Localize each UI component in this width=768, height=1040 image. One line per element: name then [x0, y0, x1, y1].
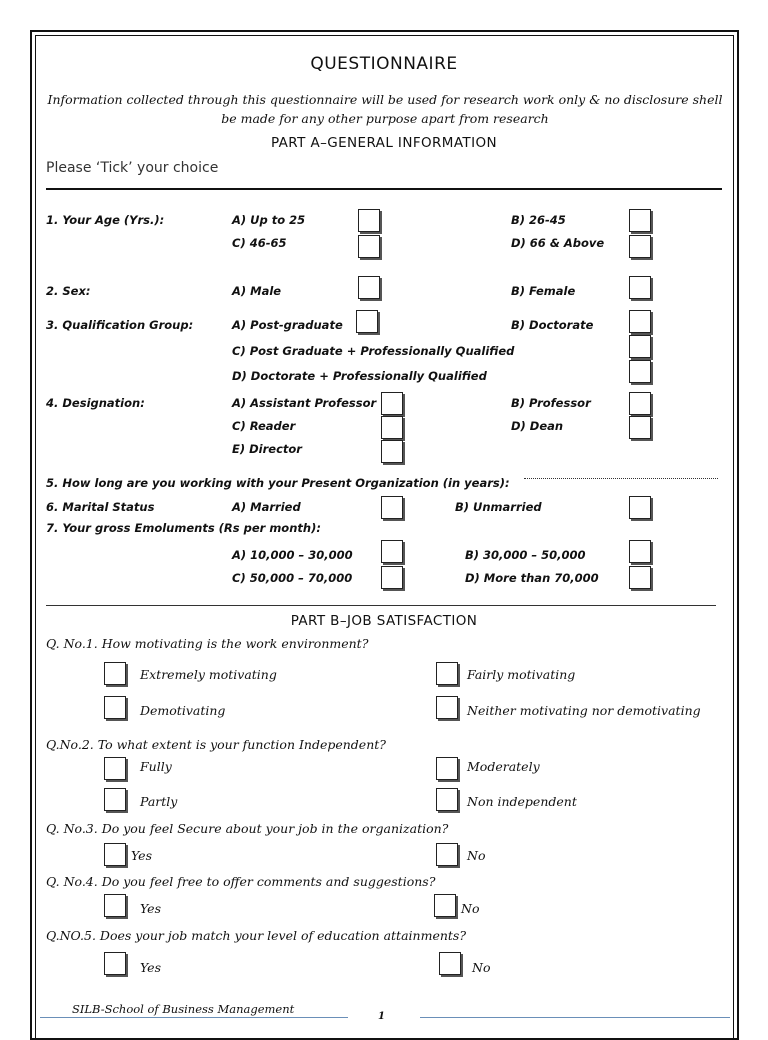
- q1-checkbox-c[interactable]: [358, 235, 380, 258]
- pb-q5-option-yes: Yes: [140, 960, 161, 975]
- q3-checkbox-b[interactable]: [629, 310, 651, 333]
- q7-label: 7. Your gross Emoluments (Rs per month):: [46, 521, 321, 535]
- pb-q4-question: Q. No.4. Do you feel free to offer comments and suggestions?: [46, 874, 436, 889]
- q1-option-c: C) 46-65: [232, 236, 287, 250]
- pb-q2-question: Q.No.2. To what extent is your function Independent?: [46, 737, 386, 752]
- q3-option-b: B) Doctorate: [511, 318, 594, 332]
- pb-q3-option-no: No: [467, 848, 486, 863]
- q7-option-b: B) 30,000 – 50,000: [465, 548, 586, 562]
- pb-q5-checkbox-yes[interactable]: [104, 952, 126, 975]
- q7-checkbox-b[interactable]: [629, 540, 651, 563]
- q7-option-a: A) 10,000 – 30,000: [232, 548, 353, 562]
- q1-checkbox-b[interactable]: [629, 209, 651, 232]
- q1-checkbox-d[interactable]: [629, 235, 651, 258]
- pb-q4-checkbox-no[interactable]: [434, 894, 456, 917]
- pb-q5-option-no: No: [472, 960, 491, 975]
- pb-q3-option-yes: Yes: [131, 848, 152, 863]
- q4-option-e: E) Director: [232, 442, 302, 456]
- pb-q5-checkbox-no[interactable]: [439, 952, 461, 975]
- instruction-text: Please ‘Tick’ your choice: [46, 160, 219, 176]
- pb-q2-option-1: Fully: [140, 759, 172, 774]
- pb-q1-option-3: Demotivating: [140, 703, 226, 718]
- part-a-heading: PART A–GENERAL INFORMATION: [271, 135, 497, 151]
- q6-checkbox-a[interactable]: [381, 496, 403, 519]
- pb-q2-option-4: Non independent: [467, 794, 577, 809]
- pb-q3-checkbox-no[interactable]: [436, 843, 458, 866]
- q1-option-b: B) 26-45: [511, 213, 566, 227]
- page-number: 1: [378, 1011, 385, 1022]
- pb-q2-checkbox-2[interactable]: [436, 757, 458, 780]
- pb-q2-option-2: Moderately: [467, 759, 540, 774]
- pb-q3-checkbox-yes[interactable]: [104, 843, 126, 866]
- q6-option-a: A) Married: [232, 500, 301, 514]
- privacy-notice: Information collected through this questionnaire will be used for research work only & no disclosure shell be made for any other purpose apart from research: [47, 92, 723, 126]
- q2-checkbox-a[interactable]: [358, 276, 380, 299]
- q1-checkbox-a[interactable]: [358, 209, 380, 232]
- q3-checkbox-c[interactable]: [629, 335, 651, 358]
- q6-checkbox-b[interactable]: [629, 496, 651, 519]
- q2-option-a: A) Male: [232, 284, 282, 298]
- pb-q1-checkbox-1[interactable]: [104, 662, 126, 685]
- q3-label: 3. Qualification Group:: [46, 318, 194, 332]
- q1-option-a: A) Up to 25: [232, 213, 306, 227]
- part-b-heading: PART B–JOB SATISFACTION: [290, 613, 478, 629]
- footer-school-name: SILB-School of Business Management: [72, 1002, 295, 1016]
- page-title: QUESTIONNAIRE: [310, 54, 458, 74]
- q3-option-a: A) Post-graduate: [232, 318, 343, 332]
- q4-label: 4. Designation:: [46, 396, 145, 410]
- q4-option-d: D) Dean: [511, 419, 564, 433]
- pb-q2-checkbox-3[interactable]: [104, 788, 126, 811]
- q4-checkbox-a[interactable]: [381, 392, 403, 415]
- pb-q5-question: Q.NO.5. Does your job match your level of education attainments?: [46, 928, 467, 943]
- q4-option-a: A) Assistant Professor: [232, 396, 377, 410]
- q2-option-b: B) Female: [511, 284, 576, 298]
- section-divider: [46, 188, 722, 190]
- q4-option-b: B) Professor: [511, 396, 591, 410]
- q5-answer-line[interactable]: [524, 478, 718, 479]
- pb-q1-checkbox-3[interactable]: [104, 696, 126, 719]
- pb-q2-option-3: Partly: [140, 794, 178, 809]
- pb-q1-option-4: Neither motivating nor demotivating: [467, 703, 701, 718]
- pb-q1-checkbox-2[interactable]: [436, 662, 458, 685]
- pb-q1-question: Q. No.1. How motivating is the work environment?: [46, 636, 369, 651]
- pb-q3-question: Q. No.3. Do you feel Secure about your job in the organization?: [46, 821, 449, 836]
- pb-q1-option-2: Fairly motivating: [467, 667, 576, 682]
- footer-rule-left: [40, 1017, 348, 1018]
- q3-option-c: C) Post Graduate + Professionally Qualified: [232, 344, 515, 358]
- q4-checkbox-d[interactable]: [629, 416, 651, 439]
- pb-q4-checkbox-yes[interactable]: [104, 894, 126, 917]
- q1-option-d: D) 66 & Above: [511, 236, 605, 250]
- q5-label: 5. How long are you working with your Present Organization (in years):: [46, 476, 510, 490]
- pb-q2-checkbox-4[interactable]: [436, 788, 458, 811]
- footer-rule-right: [420, 1017, 730, 1018]
- q7-checkbox-c[interactable]: [381, 566, 403, 589]
- pb-q2-checkbox-1[interactable]: [104, 757, 126, 780]
- pb-q1-checkbox-4[interactable]: [436, 696, 458, 719]
- q2-label: 2. Sex:: [46, 284, 91, 298]
- pb-q4-option-yes: Yes: [140, 901, 161, 916]
- q1-label: 1. Your Age (Yrs.):: [46, 213, 165, 227]
- q3-checkbox-d[interactable]: [629, 360, 651, 383]
- q3-checkbox-a[interactable]: [356, 310, 378, 333]
- q7-checkbox-a[interactable]: [381, 540, 403, 563]
- section-divider: [46, 605, 716, 606]
- q7-checkbox-d[interactable]: [629, 566, 651, 589]
- q6-label: 6. Marital Status: [46, 500, 155, 514]
- q7-option-c: C) 50,000 – 70,000: [232, 571, 353, 585]
- q4-checkbox-e[interactable]: [381, 440, 403, 463]
- pb-q1-option-1: Extremely motivating: [140, 667, 277, 682]
- q4-option-c: C) Reader: [232, 419, 296, 433]
- q4-checkbox-b[interactable]: [629, 392, 651, 415]
- pb-q4-option-no: No: [461, 901, 480, 916]
- q6-option-b: B) Unmarried: [455, 500, 542, 514]
- page-border-inner: [35, 35, 734, 1040]
- q7-option-d: D) More than 70,000: [465, 571, 599, 585]
- q4-checkbox-c[interactable]: [381, 416, 403, 439]
- q2-checkbox-b[interactable]: [629, 276, 651, 299]
- q3-option-d: D) Doctorate + Professionally Qualified: [232, 369, 487, 383]
